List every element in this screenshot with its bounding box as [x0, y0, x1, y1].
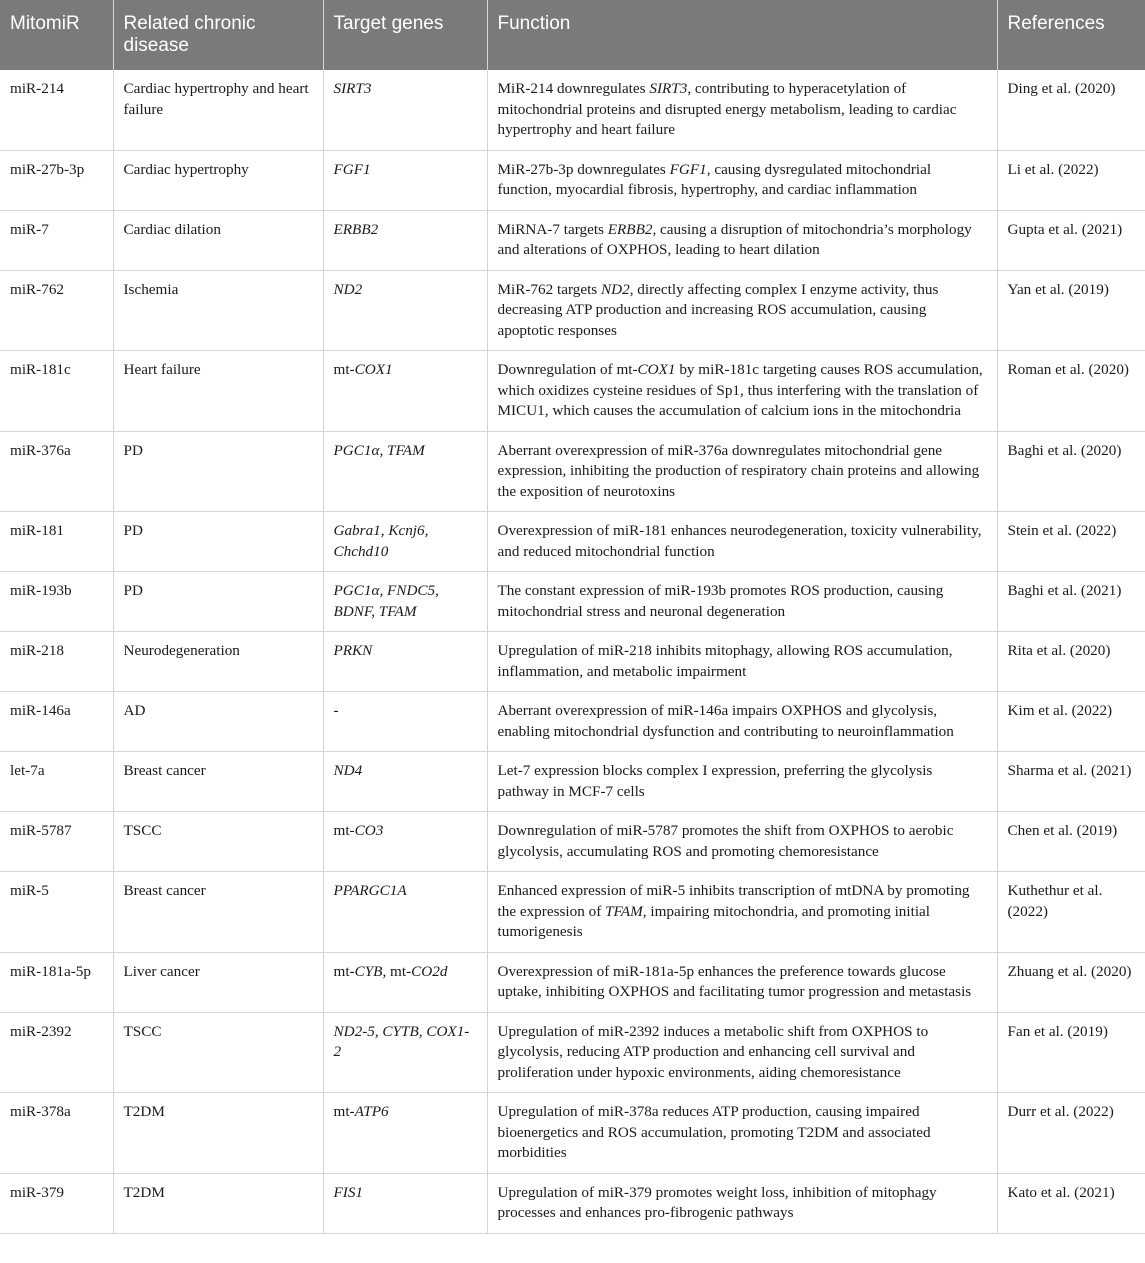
cell-function-segment: ND2	[601, 280, 630, 298]
cell-function-segment: Overexpression of miR-181a-5p enhances the preference towards glucose uptake, inhibiting OXPHOS and facilitating tumor progression and metastasis	[497, 962, 972, 1000]
cell-target-genes-segment: PGC1α, TFAM	[333, 441, 425, 459]
cell-function	[487, 512, 997, 572]
cell-reference: Ding et al. (2020)	[997, 70, 1145, 150]
cell-disease: Heart failure	[113, 351, 323, 432]
cell-target-genes-segment: -	[333, 702, 339, 719]
cell-target-genes-segment: ND2	[333, 280, 363, 298]
cell-reference: Gupta et al. (2021)	[997, 210, 1145, 270]
cell-target-genes	[323, 70, 487, 150]
cell-reference: Stein et al. (2022)	[997, 512, 1145, 572]
cell-reference: Kato et al. (2021)	[997, 1173, 1145, 1233]
cell-target-genes-segment: mt-	[333, 1103, 355, 1120]
cell-disease: Breast cancer	[113, 752, 323, 812]
cell-target-genes-segment: PPARGC1A	[333, 882, 407, 899]
cell-reference: Zhuang et al. (2020)	[997, 952, 1145, 1012]
cell-target-genes	[323, 431, 487, 512]
cell-mitomir: miR-218	[0, 632, 113, 692]
table-row	[0, 632, 1145, 692]
cell-function	[487, 210, 997, 270]
cell-disease: TSCC	[113, 812, 323, 872]
cell-target-genes-segment: CO3	[354, 822, 384, 839]
cell-function	[487, 872, 997, 953]
table-row	[0, 1093, 1145, 1174]
cell-function	[487, 1093, 997, 1174]
cell-function-segment: Aberrant overexpression of miR-376a downregulates mitochondrial gene expression, inhibiting the production of respiratory chain proteins and allowing the exposition of neurotoxins	[497, 441, 980, 500]
cell-function-segment: Upregulation of miR-378a reduces ATP production, causing impaired bioenergetics and ROS accumulation, promoting T2DM and associated morbidities	[497, 1103, 931, 1161]
cell-target-genes-segment: ND2-5, CYTB, COX1-2	[333, 1022, 470, 1060]
cell-mitomir: miR-181a-5p	[0, 952, 113, 1012]
cell-mitomir: miR-181	[0, 512, 113, 572]
cell-mitomir: miR-2392	[0, 1012, 113, 1093]
cell-disease: Neurodegeneration	[113, 632, 323, 692]
cell-function-segment: MiR-27b-3p downregulates	[497, 160, 670, 178]
cell-target-genes-segment: SIRT3	[333, 80, 372, 97]
table-row	[0, 752, 1145, 812]
cell-disease: PD	[113, 512, 323, 572]
cell-disease: PD	[113, 572, 323, 632]
cell-reference: Sharma et al. (2021)	[997, 752, 1145, 812]
cell-function	[487, 692, 997, 752]
table-row	[0, 270, 1145, 351]
cell-reference: Rita et al. (2020)	[997, 632, 1145, 692]
cell-function-segment: Enhanced expression of miR-5 inhibits transcription of mtDNA by promoting the expression of	[497, 882, 970, 920]
cell-reference: Li et al. (2022)	[997, 150, 1145, 210]
cell-disease: Breast cancer	[113, 872, 323, 953]
table-row	[0, 692, 1145, 752]
header-target-genes: Target genes	[323, 0, 487, 70]
table-row	[0, 70, 1145, 150]
cell-mitomir: miR-27b-3p	[0, 150, 113, 210]
cell-target-genes-segment: CYB	[354, 962, 383, 980]
cell-mitomir: miR-7	[0, 210, 113, 270]
cell-target-genes	[323, 1173, 487, 1233]
header-references: References	[997, 0, 1145, 70]
table-row	[0, 1173, 1145, 1233]
cell-disease: T2DM	[113, 1093, 323, 1174]
cell-function-segment: Downregulation of mt-	[497, 361, 638, 378]
cell-mitomir: miR-5	[0, 872, 113, 953]
cell-mitomir: miR-378a	[0, 1093, 113, 1174]
cell-disease: Cardiac hypertrophy and heart failure	[113, 70, 323, 150]
cell-mitomir: miR-376a	[0, 431, 113, 512]
cell-function-segment: by miR-181c targeting causes ROS accumulation, which oxidizes cysteine residues of Sp1, thus interfering with the translation of MICU1, which causes the accumulation of calcium ions in the mitochondria	[497, 361, 983, 419]
cell-function-segment: COX1	[637, 361, 676, 378]
cell-function-segment: Downregulation of miR-5787 promotes the shift from OXPHOS to aerobic glycolysis, accumulating ROS and promoting chemoresistance	[497, 822, 954, 860]
cell-target-genes	[323, 692, 487, 752]
table-row	[0, 512, 1145, 572]
cell-reference: Kuthethur et al. (2022)	[997, 872, 1145, 953]
cell-function-segment: Upregulation of miR-379 promotes weight loss, inhibition of mitophagy processes and enhances pro-fibrogenic pathways	[497, 1183, 937, 1221]
cell-target-genes-segment: Gabra1, Kcnj6, Chchd10	[333, 522, 429, 560]
cell-function	[487, 270, 997, 351]
cell-function-segment: , impairing mitochondria, and promoting initial tumorigenesis	[497, 902, 931, 940]
cell-target-genes	[323, 752, 487, 812]
table-header	[0, 0, 1145, 70]
cell-function-segment: Upregulation of miR-218 inhibits mitophagy, allowing ROS accumulation, inflammation, and metabolic impairment	[497, 642, 953, 680]
cell-target-genes-segment: ATP6	[354, 1103, 389, 1120]
cell-reference: Roman et al. (2020)	[997, 351, 1145, 432]
cell-target-genes	[323, 512, 487, 572]
header-disease: Related chronic disease	[113, 0, 323, 70]
cell-reference: Baghi et al. (2021)	[997, 572, 1145, 632]
cell-target-genes	[323, 872, 487, 953]
cell-target-genes	[323, 210, 487, 270]
cell-function	[487, 431, 997, 512]
cell-function	[487, 150, 997, 210]
cell-function-segment: Let-7 expression blocks complex I expression, preferring the glycolysis pathway in MCF-7 cells	[497, 762, 933, 800]
cell-target-genes-segment: mt-	[333, 822, 355, 839]
cell-mitomir: miR-193b	[0, 572, 113, 632]
header-function: Function	[487, 0, 997, 70]
cell-function-segment: Overexpression of miR-181 enhances neurodegeneration, toxicity vulnerability, and reduced mitochondrial function	[497, 522, 982, 560]
cell-reference: Durr et al. (2022)	[997, 1093, 1145, 1174]
cell-function	[487, 1173, 997, 1233]
cell-disease: AD	[113, 692, 323, 752]
cell-function	[487, 632, 997, 692]
cell-disease: PD	[113, 431, 323, 512]
cell-function	[487, 812, 997, 872]
cell-disease: Ischemia	[113, 270, 323, 351]
cell-function-segment: MiR-214 downregulates	[497, 80, 650, 97]
cell-function	[487, 752, 997, 812]
cell-mitomir: miR-181c	[0, 351, 113, 432]
table-row	[0, 351, 1145, 432]
cell-function-segment: , causing a disruption of mitochondria’s morphology and alterations of OXPHOS, leading to heart dilation	[497, 220, 972, 258]
cell-target-genes-segment: FIS1	[333, 1183, 364, 1201]
header-mitomir: MitomiR	[0, 0, 113, 70]
cell-disease: Cardiac dilation	[113, 210, 323, 270]
table-row	[0, 812, 1145, 872]
cell-target-genes-segment: FGF1	[333, 160, 371, 178]
cell-target-genes-segment: ND4	[333, 762, 363, 779]
cell-mitomir: miR-214	[0, 70, 113, 150]
table-row	[0, 952, 1145, 1012]
cell-reference: Fan et al. (2019)	[997, 1012, 1145, 1093]
cell-disease: Cardiac hypertrophy	[113, 150, 323, 210]
cell-target-genes	[323, 270, 487, 351]
table-row	[0, 872, 1145, 953]
cell-function-segment: MiRNA-7 targets	[497, 220, 608, 238]
cell-mitomir: miR-762	[0, 270, 113, 351]
cell-target-genes	[323, 351, 487, 432]
cell-function	[487, 70, 997, 150]
cell-function-segment: TFAM	[605, 902, 643, 920]
cell-target-genes-segment: PGC1α, FNDC5, BDNF, TFAM	[333, 582, 439, 620]
cell-target-genes	[323, 812, 487, 872]
cell-mitomir: let-7a	[0, 752, 113, 812]
table-body	[0, 70, 1145, 1233]
header-row	[0, 0, 1145, 70]
cell-function-segment: , contributing to hyperacetylation of mitochondrial proteins and disrupted energy metabolism, leading to cardiac hypertrophy and heart failure	[497, 80, 957, 138]
cell-function	[487, 572, 997, 632]
cell-target-genes-segment: mt-	[333, 361, 355, 378]
cell-target-genes	[323, 572, 487, 632]
cell-target-genes-segment: PRKN	[333, 642, 373, 659]
cell-function-segment: Aberrant overexpression of miR-146a impairs OXPHOS and glycolysis, enabling mitochondrial dysfunction and contributing to neuroinflammation	[497, 702, 954, 740]
cell-function-segment: Upregulation of miR-2392 induces a metabolic shift from OXPHOS to glycolysis, reducing ATP production and enhancing cell survival and proliferation under hypoxic environments, aiding chemoresistance	[497, 1022, 929, 1081]
cell-function-segment: , directly affecting complex I enzyme activity, thus decreasing ATP production and increasing ROS accumulation, causing apoptotic responses	[497, 280, 939, 339]
cell-target-genes-segment: ERBB2	[333, 220, 379, 238]
cell-target-genes	[323, 952, 487, 1012]
cell-reference: Kim et al. (2022)	[997, 692, 1145, 752]
cell-function-segment: SIRT3	[649, 80, 688, 97]
cell-reference: Yan et al. (2019)	[997, 270, 1145, 351]
cell-disease: TSCC	[113, 1012, 323, 1093]
cell-target-genes	[323, 632, 487, 692]
cell-function	[487, 351, 997, 432]
cell-target-genes	[323, 1093, 487, 1174]
cell-function-segment: , causing dysregulated mitochondrial function, myocardial fibrosis, hypertrophy, and cardiac inflammation	[497, 160, 932, 198]
cell-target-genes-segment: , mt-	[382, 962, 412, 980]
cell-disease: Liver cancer	[113, 952, 323, 1012]
cell-function	[487, 952, 997, 1012]
cell-mitomir: miR-5787	[0, 812, 113, 872]
table-row	[0, 431, 1145, 512]
cell-target-genes	[323, 150, 487, 210]
cell-mitomir: miR-379	[0, 1173, 113, 1233]
cell-target-genes-segment: CO2d	[411, 962, 448, 980]
cell-reference: Baghi et al. (2020)	[997, 431, 1145, 512]
table-row	[0, 210, 1145, 270]
cell-function-segment: FGF1	[669, 160, 707, 178]
table-row	[0, 150, 1145, 210]
cell-disease: T2DM	[113, 1173, 323, 1233]
cell-function	[487, 1012, 997, 1093]
table-row	[0, 1012, 1145, 1093]
cell-function-segment: ERBB2	[607, 220, 653, 238]
table-row	[0, 572, 1145, 632]
cell-function-segment: The constant expression of miR-193b promotes ROS production, causing mitochondrial stress and neuronal degeneration	[497, 582, 944, 620]
cell-target-genes	[323, 1012, 487, 1093]
cell-mitomir: miR-146a	[0, 692, 113, 752]
cell-target-genes-segment: COX1	[354, 361, 393, 378]
cell-reference: Chen et al. (2019)	[997, 812, 1145, 872]
cell-function-segment: MiR-762 targets	[497, 280, 601, 298]
cell-target-genes-segment: mt-	[333, 962, 355, 980]
